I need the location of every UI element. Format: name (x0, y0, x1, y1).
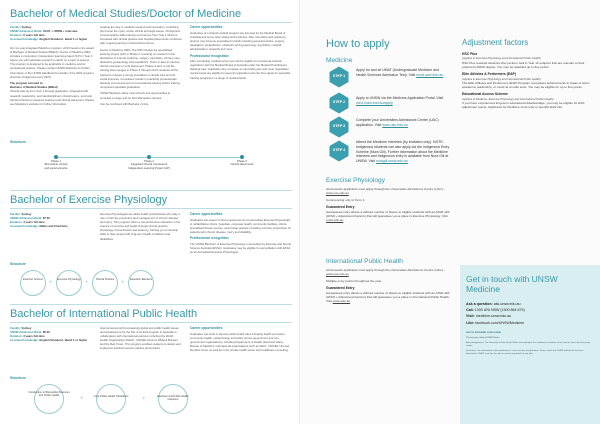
meta-row: UNSW Admission Rank: 85.00 (10, 330, 50, 335)
flow-node (34, 384, 64, 414)
node-label: Electives and Public Health Capstone (157, 395, 189, 402)
divider (10, 190, 292, 191)
medicine-description: Leading the way in medical research and innovation, combining the human life cycle, social, ethical and legal issues. Clinical and communication skills training commences from Year 1 which is increased with clinical practice and hospital placements combined with ongoing learning in biomedical science. Doctor of Medicine (MD): The MD includes the specialised learning project (ILP) in Phase 2, focusing on research in the disciplines of internal medicine, surgery, psychiatry, primary care, obstetrics gynaecology and paediatrics. There is also an elective clinical overseas or rural placement. Phase 3 aims to put the training that emerges in Phase 3 through which students will be trained to prepare a strong foundation in clinical care and the social sciences. Completion results in practicing professionals, allowing commencement of prevocational training before training recognised specialist graduation. UNSW Medicine offers rural schools and opportunities to complete a range and on Port Macquarie campus. Can be combined with Bachelor of Arts. (100, 25, 182, 107)
meta-row: Assumed knowledge: English Standard - Band 4 or higher (10, 37, 88, 42)
unsw-link[interactable]: unsw.edu.au (332, 299, 351, 304)
uac-link[interactable]: www.uac.edu.au (326, 191, 349, 196)
node-label: Research Electives (129, 278, 153, 281)
guaranteed-entry-heading: Guaranteed Entry (326, 286, 355, 291)
exercise-apply-text: All domestic applicants must apply through the Universities Admissions Centre (UAC) – www.uac.edu.au Commencing only in Term 1. Guaranteed Entry Guaranteed entry allows a defined number of places to eligible students with an ATAR with (ATAR + Adjustment Factors) that will guarantee you a place in Exercise Physiology. Visit unsw.edu.au (326, 187, 456, 225)
flow-node (92, 270, 118, 296)
phase-marker (240, 155, 244, 159)
medicine-apply-heading: Medicine (326, 57, 353, 64)
guaranteed-entry-heading: Guaranteed Entry (326, 205, 355, 210)
adjustment-title: Adjustment factors (462, 38, 529, 47)
adjustment-heading: Educational Access Scheme (462, 92, 508, 97)
step-1-text: Apply for and sit UMAT (Undergraduate Medicine and Health Sciences Admission Test). Visit umat.acer.edu.au (356, 68, 444, 77)
meta-row: Faculty: Sydney (10, 212, 32, 216)
plus-icon: + (80, 396, 84, 402)
meta-row: Duration: 3 years full-time (10, 334, 45, 339)
meta-row: Faculty: Sydney (10, 25, 32, 29)
exercise-description: Exercise Physiologists are allied health professionals who play a role in both the prevention and management of chronic disease and injury. This program offers a comprehensive education in the science of exercise and health through clinical practice, physiology, biomechanics and anatomy, training you to develop skills to help people with long-term health conditions and disabilities. (100, 212, 181, 241)
contact-row[interactable]: Like: facebook.com/UNSWMedicine (466, 320, 525, 325)
exercise-meta (10, 212, 95, 228)
step-2-text: Apply to UNSW via the Medicine Application Portal. Visit med.unsw.edu.au/apply (356, 96, 444, 105)
node-label: Introduction to Biomedical Sciences and Public Health (28, 391, 70, 398)
meta-row: UNSW Admission Rank: UCAT + UNSW + interview (10, 29, 78, 34)
divider (10, 22, 292, 23)
exercise-title: Bachelor of Exercise Physiology (10, 194, 168, 206)
step-4-text: Attend the Medicine Interview (by invitation only). NOTE: Indigenous students can also apply via the Indigenous Entry Scheme (Nura Gili). Further information about the Medicine interview and Indigenous entry is available from Nura Gili at UNSW. Visit nuragili.unsw.edu.au (356, 140, 450, 164)
node-label: Clinical Practice (95, 278, 115, 281)
node-label: Core Public Health Disciplines (93, 395, 129, 398)
step-3-link[interactable]: www.uac.edu.au (382, 122, 408, 127)
medicine-title: Bachelor of Medical Studies/Doctor of Medicine (10, 8, 242, 20)
exercise-structure-label: Structure (10, 262, 26, 266)
contact-box (460, 265, 600, 424)
meta-row: UNSW Admission Rank: 87.50 (10, 216, 50, 221)
ph-apply-heading: International Public Health (326, 258, 403, 265)
uac-link[interactable]: www.uac.edu.au (326, 272, 349, 277)
divider (10, 304, 292, 305)
phase-marker (147, 155, 151, 159)
meta-row: Assumed knowledge: Maths and Chemistry (10, 224, 68, 229)
careers-heading: Career opportunities (190, 326, 223, 330)
phase-marker (54, 155, 58, 159)
ph-description: Interconnected with increasingly global and public health issues and developed to be the first of its kind program in Australia in collaboration with international partners including the World Health Organization (WHO), UNICEF, Doctors Without Borders and the Red Cross. This program enables students to design and implement solutions across cultures and borders. (100, 326, 181, 351)
adjustment-heading: Elite Athletes & Performers (EAP) (462, 72, 516, 77)
ph-meta (10, 326, 95, 342)
divider (10, 322, 292, 323)
step-4-link[interactable]: nuragili.unsw.edu.au (375, 159, 408, 164)
node-label: Exercise Physiology (57, 278, 81, 281)
ph-title: Bachelor of International Public Health (10, 308, 198, 320)
meta-row: Faculty: Sydney (10, 326, 32, 330)
prof-heading: Professional recognition (190, 53, 229, 58)
flow-node (96, 384, 126, 414)
plus-icon: + (85, 280, 89, 286)
adjustment-list: HSC Plus (Applies to Exercise Physiology and International Public Health) HSC Plus rewards students who perform well in Year 12 subjects that are relevant to their preferred UNSW degree. You may be awarded up to five points. Elite Athletes & Performers (EAP) (Applies to Exercise Physiology and International Public Health) The Elite Athletes and Performers (EAP) Program recognises achievements in areas of sport, academia, leadership, or music at an elite level. You may be eligible for up to five points. Educational Access Scheme (Applies to Medicine, Exercise Physiology and International Public Health) If you have experienced long-term educational disadvantage, you may be eligible for EAS adjustment points. Applicants for Medicine must refer to specific EAS info. (462, 52, 592, 112)
flow-node (20, 270, 46, 296)
phase-3: Phase 3 Clinical placements (230, 160, 254, 167)
step-2-link[interactable]: med.unsw.edu.au/apply (356, 100, 393, 105)
meta-row: Duration: 4 years full-time (10, 220, 45, 225)
step-4-badge: STEP 4 (328, 140, 350, 162)
step-3-text: Complete your Universities Admissions Centre (UAC) application. Visit www.uac.edu.au (356, 118, 439, 127)
plus-icon: + (49, 280, 53, 286)
plus-icon: + (121, 280, 125, 286)
medicine-meta (10, 25, 95, 41)
exercise-structure-flow (0, 268, 190, 304)
how-to-apply-title: How to apply (326, 38, 390, 50)
exercise-apply-heading: Exercise Physiology (326, 177, 386, 184)
ph-careers: Career opportunities Graduates can work in diverse public health roles including health promotion, community health, epidemiology and policy across government and non-government organisations, including Department of Health (local and state), Bureau of Statistics, international organisations such as WHO, UNICEF, UN and the Red Cross, as well as in the private health sector and healthcare consulting. (190, 326, 292, 355)
meta-row: Duration: 6 years full-time (10, 33, 45, 38)
contact-row[interactable]: Visit: medicine.unsw.edu.au (466, 314, 512, 319)
prof-heading: Professional recognition (190, 236, 229, 241)
careers-heading: Career opportunities (190, 212, 223, 216)
exercise-careers: Career opportunities Graduates can expect to find employment as an accredited Exercise Physiologist in rehabilitation clinics, hospitals, corporate health, community facilities, clinics, specialised fitness centres, and private practice providing exercise prescription for patients with chronic disease, injury and disability. Professional recognition The UNSW Bachelor of Exercise Physiology is accredited by Exercise and Sports Science Australia (ESSA). Graduates may be eligible for accreditation with ESSA as an Accredited Exercise Physiologist. (190, 212, 292, 255)
phase-1: Phase 1 Biomedical, clinical and social sciences (44, 160, 68, 170)
ph-apply-text: All domestic applicants must apply through the Universities Admissions Centre (UAC) – www.uac.edu.au Multiple entry points throughout the year. Guaranteed Entry Guaranteed entry allows a defined number of places to eligible students with an ATAR with (ATAR + Adjustment Factors) that will guarantee you a place in International Public Health. Visit unsw.edu.au (326, 268, 456, 306)
medicine-structure-label: Structure (10, 140, 26, 144)
contact-lines (466, 301, 594, 326)
step-3-badge: STEP 3 (328, 116, 350, 138)
plus-icon: + (142, 396, 146, 402)
fine-print: CRICOS PROVIDER CODE 00098G Photography: Nikolai/UNSW Media Acknowledgement: The University of New South Wales acknowledges the traditional custodians of the land on which the University stands. Disclaimer: The information in this publication is correct at time of publication. Please check the UNSW website for the latest information. UNSW reserves the right to amend any details at any time. (466, 332, 590, 356)
step-1-link[interactable]: umat.acer.edu.au (416, 72, 444, 77)
flow-node (56, 270, 82, 296)
adjustment-heading: HSC Plus (462, 52, 478, 56)
step-2-badge: STEP 2 (328, 92, 350, 114)
ph-structure-label: Structure (10, 376, 26, 380)
medicine-intro: Our six-year integrated Medicine program, which leads to the award of Bachelor of Medical Studies (BMed) / Doctor of Medicine (MD), includes a compulsory Independent learning project (ILP) in Year 4 where you will undertake research in depth on a topic of interest. The program is designed to be applicable to medicine and its professional practice. Please contact UNSW Medicine for further information or the UNSW Handbook for details of the 2023 program structure (Indigenous entry 2007). The program can lead to: Bachelor of Medical Studies (BMed) Clinical training from Year 1 through graduation. Integrated with research, leadership, and interdisciplinary clinical teams, and rural clinical schools for students seeking rural clinical placement. Please see Medicine's website for further information. (10, 46, 94, 106)
careers-heading: Career opportunities (190, 25, 223, 29)
ph-structure-flow (0, 380, 240, 420)
step-1-badge: STEP 1 (328, 66, 350, 88)
contact-row[interactable]: Ask a question: ask.unsw.edu.au (466, 302, 521, 306)
contact-title: Get in touch with UNSW Medicine (466, 274, 558, 294)
node-label: Exercise Science (23, 278, 43, 281)
medicine-structure-flow (0, 148, 300, 188)
meta-row: Assumed knowledge: English Standard - Band 4 or higher (10, 338, 88, 343)
flow-node (128, 270, 154, 296)
medicine-careers: Career opportunities Graduates of a clinical medical program are licensed by the Medical Board of Australia and some other states and territories. After internship and residency, doctors may become specialised in fields including general practice, surgery, paediatrics, anaesthetics, obstetrics and gynaecology, psychiatry, medical administration, research and more. Professional recognition After completing medical school you will be eligible for provisional medical registration with the Medical Board of Australia under the Medical Practitioners National Law. Graduates who complete an internship year and meet registration requirements are eligible for general registration and can then apply for specialist training programs in a range of medical fields. (190, 25, 291, 80)
unsw-link[interactable]: unsw.edu.au (326, 218, 344, 223)
phase-2: Phase 2 Integrated Clinical Coursework Independent Learning Project (ILP) (128, 160, 170, 170)
divider (10, 208, 292, 209)
contact-row[interactable]: Call: 1300 UNI NSW (1300 864 679) (466, 308, 525, 313)
